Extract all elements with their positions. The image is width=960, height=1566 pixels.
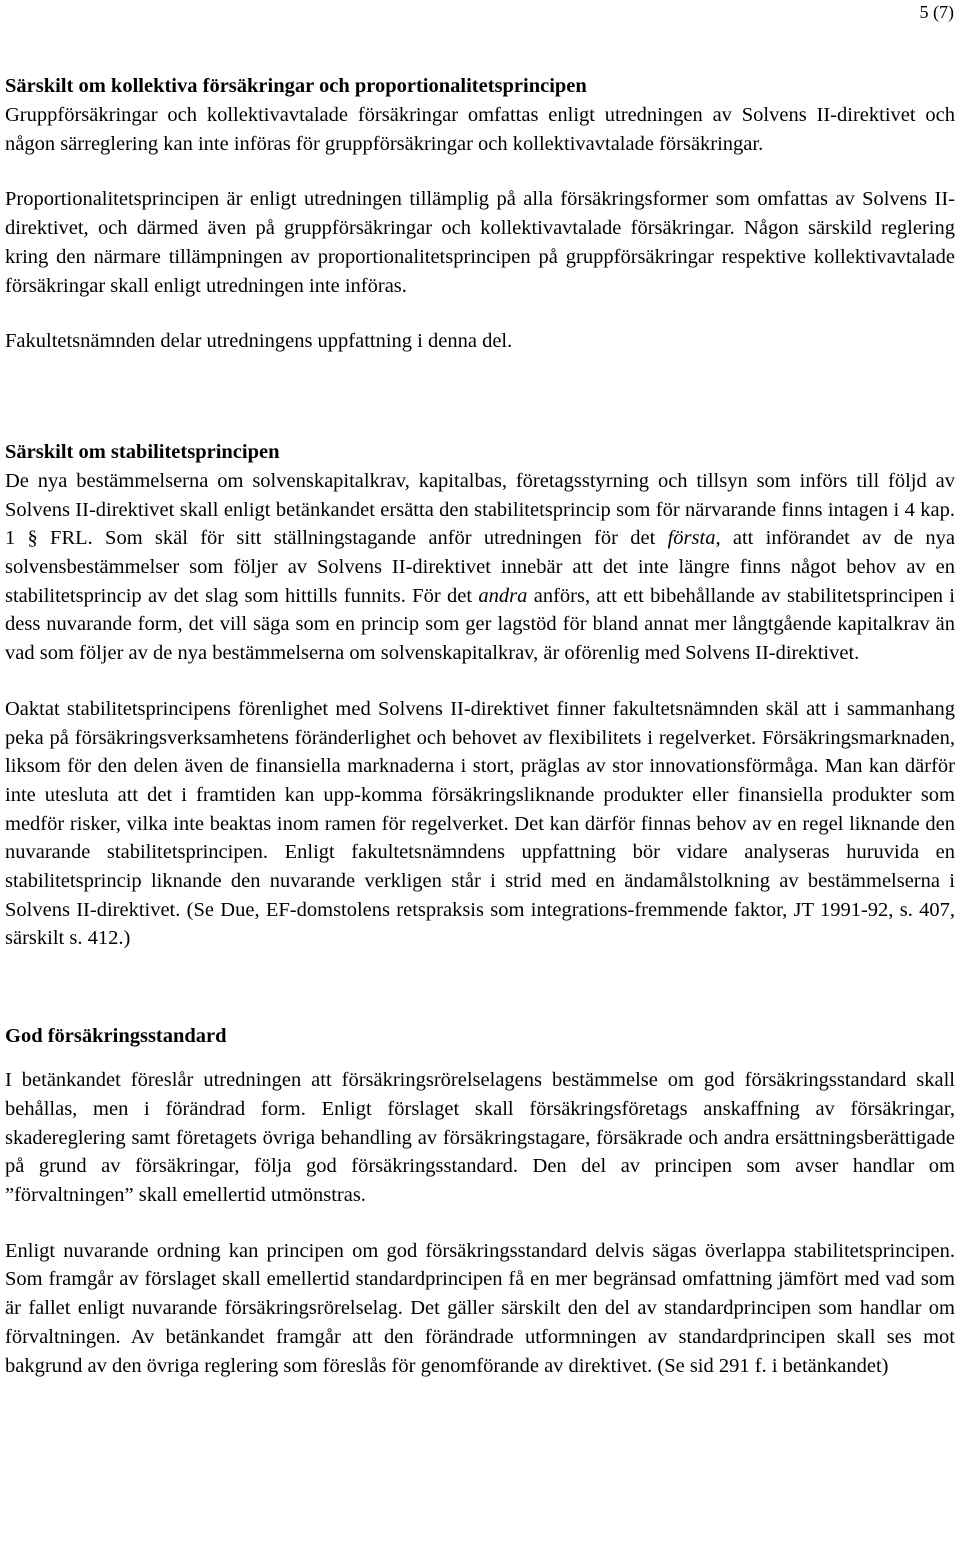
text-run: , att införandet av de nya solvensbestämmelser som följer av Solvens II-direktivet innebär att det inte längre finns något behov av en stabilitetsprincip av det slag som hittills funnits. För det (5, 527, 955, 607)
emphasis: första (667, 527, 716, 550)
section-stabilitet (5, 438, 955, 953)
paragraph: Gruppförsäkringar och kollektivavtalade försäkringar omfattas enligt utredningen av Solvens II-direktivet och någon särreglering kan inte införas för gruppförsäkringar och kollektivavtalade försäkringar. (5, 104, 955, 155)
section-heading: God försäkringsstandard (5, 1025, 227, 1048)
text-run: anförs, att ett bibehållande av stabilitetsprincipen i dess nuvarande form, det vill säga som en princip som ger lagstöd för bland annat mer långtgående kapitalkrav än vad som följer av de nya bestämmelserna om solvenskapitalkrav, är oförenlig med Solvens II-direktivet. (5, 584, 955, 665)
page-number: 5 (7) (919, 2, 954, 22)
section-kollektiva (5, 72, 955, 356)
text-run: De nya bestämmelserna om solvenskapitalkrav, kapitalbas, företagsstyrning och tillsyn som införs till följd av Solvens II-direktivet skall enligt betänkandet ersätta den stabilitetsprincip som för närvarande finns intagen i 4 kap. 1 § FRL. Som skäl för sitt ställningstagande anför utredningen för det (5, 469, 955, 550)
paragraph: Fakultetsnämnden delar utredningens uppfattning i denna del. (5, 330, 513, 353)
section-heading: Särskilt om kollektiva försäkringar och proportionalitetsprincipen (5, 75, 587, 97)
document-body (5, 72, 955, 1380)
emphasis: andra (478, 584, 528, 607)
paragraph: Enligt nuvarande ordning kan principen om god försäkringsstandard delvis sägas överlappa stabilitetsprincipen. Som framgår av förslaget skall emellertid standardprincipen få en mer begränsad omfattning jämfört med vad som är fallet enligt nuvarande försäkringsrörelselag. Det gäller särskilt den del av standardprincipen som handlar om förvaltningen. Av betänkandet framgår att den förändrade utformningen av standardprincipen skall ses mot bakgrund av den övriga reglering som föreslås för genomförande av direktivet. (Se sid 291 f. i betänkandet) (5, 1239, 955, 1377)
paragraph: Oaktat stabilitetsprincipens förenlighet med Solvens II-direktivet finner fakultetsnämnden skäl att i sammanhang peka på försäkringsverksamhetens föränderlighet och behovet av flexibilitets i regelverket. Försäkringsmarknaden, liksom för den delen även de finansiella marknaderna i stort, präglas av stor innovationsförmåga. Man kan därför inte utesluta att det i framtiden kan upp-komma försäkringsliknande produkter eller finansiella produkter som medför risker, vilka inte beaktas inom ramen för regelverket. Det kan därför finnas behov av en regel liknande den nuvarande stabilitetsprincipen. Enligt fakultetsnämndens uppfattning bör vidare analyseras huruvida en stabilitetsprincip liknande den nuvarande verkligen står i strid med en ändamålstolkning av bestämmelserna i Solvens II-direktivet. (Se Due, EF-domstolens retspraksis som integrations-fremmende faktor, JT 1991-92, s. 407, särskilt s. 412.) (5, 697, 955, 950)
section-heading: Särskilt om stabilitetsprincipen (5, 440, 280, 463)
paragraph: Proportionalitetsprincipen är enligt utredningen tillämplig på alla försäkringsformer som omfattas av Solvens II-direktivet, och därmed även på gruppförsäkringar och kollektivavtalade försäkringar. Någon särskild reglering kring den närmare tillämpningen av proportionalitetsprincipen på gruppförsäkringar respektive kollektivavtalade försäkringar skall enligt utredningen inte införas. (5, 188, 955, 297)
paragraph: I betänkandet föreslår utredningen att försäkringsrörelselagens bestämmelse om god försäkringsstandard skall behållas, men i förändrad form. Enligt förslaget skall försäkringsföretags anskaffning av försäkringar, skadereglering samt företagets övriga behandling av försäkringstagare, försäkrade och andra ersättningsberättigade på grund av försäkringar, följa god försäkringsstandard. Den del av principen som avser handlar om ”förvaltningen” skall emellertid utmönstras. (5, 1069, 955, 1206)
paragraph (5, 467, 955, 668)
section-standard (5, 1022, 955, 1380)
